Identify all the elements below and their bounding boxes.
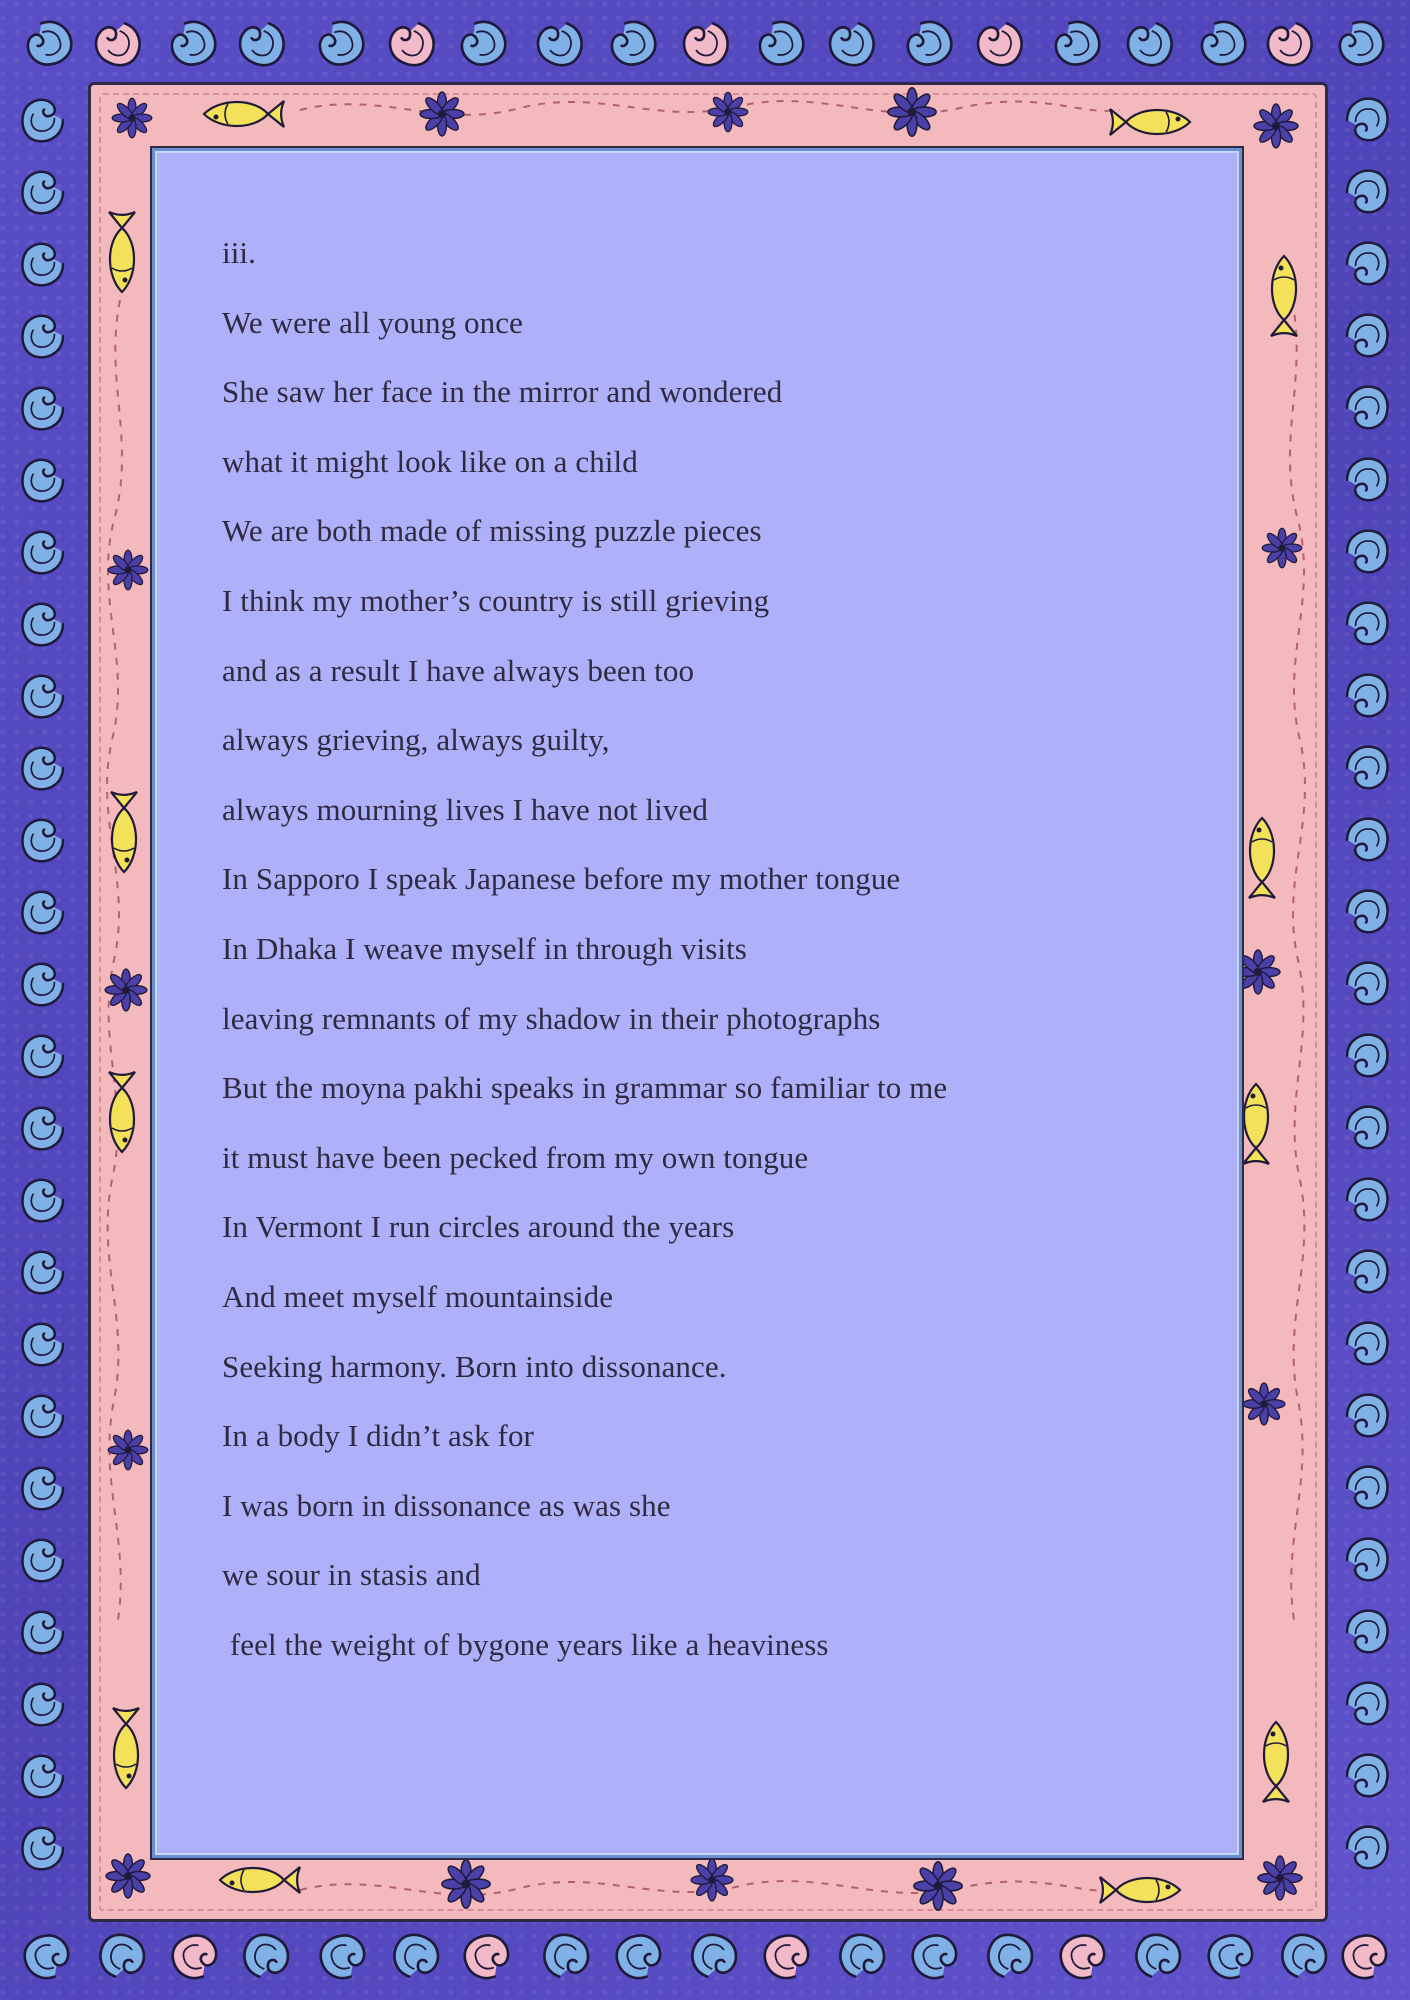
paisley-icon: [1262, 16, 1317, 71]
paisley-icon: [1347, 891, 1387, 933]
paisley-icon: [1347, 747, 1387, 789]
poem-line: we sour in stasis and: [222, 1557, 481, 1593]
paisley-icon: [22, 1540, 62, 1582]
paisley-icon: [686, 1929, 741, 1984]
paisley-icon: [165, 16, 220, 71]
poem-line: I was born in dissonance as was she: [222, 1487, 671, 1523]
poem-line: In a body I didn’t ask for: [222, 1418, 534, 1454]
poem-line: it must have been pecked from my own tongue: [222, 1139, 809, 1175]
paisley-icon: [1347, 675, 1387, 717]
poem-line: Seeking harmony. Born into dissonance.: [222, 1348, 727, 1384]
paisley-icon: [1347, 315, 1387, 357]
paisley-icon: [22, 532, 62, 574]
paisley-icon: [1337, 1930, 1392, 1985]
paisley-icon: [21, 16, 76, 71]
paisley-icon: [384, 16, 439, 71]
poem-line: We were all young once: [222, 304, 523, 340]
paisley-icon: [90, 16, 145, 71]
paisley-icon: [22, 604, 62, 646]
paisley-icon: [1347, 1107, 1387, 1149]
paisley-icon: [22, 316, 62, 358]
paisley-icon: [167, 1930, 222, 1985]
paisley-icon: [22, 100, 62, 142]
paisley-icon: [22, 1756, 62, 1798]
poem-line: leaving remnants of my shadow in their photographs: [222, 1000, 881, 1036]
poem-line: We are both made of missing puzzle pieces: [222, 513, 762, 549]
poem-line: feel the weight of bygone years like a heaviness: [222, 1626, 829, 1662]
paisley-icon: [22, 1180, 62, 1222]
paisley-icon: [982, 1929, 1037, 1984]
poem-line: always grieving, always guilty,: [222, 722, 610, 758]
poem-line: She saw her face in the mirror and wondered: [222, 374, 783, 410]
paisley-icon: [22, 1468, 62, 1510]
paisley-icon: [22, 676, 62, 718]
paisley-icon: [1347, 1035, 1387, 1077]
paisley-icon: [1347, 603, 1387, 645]
paisley-icon: [22, 820, 62, 862]
paisley-icon: [22, 388, 62, 430]
paisley-icon: [1276, 1929, 1331, 1984]
paisley-icon: [1347, 1827, 1387, 1869]
paisley-icon: [315, 1930, 370, 1985]
poem-line: and as a result I have always been too: [222, 652, 695, 688]
paisley-icon: [459, 1930, 514, 1985]
paisley-icon: [972, 16, 1027, 71]
section-marker: iii.: [222, 235, 256, 270]
paisley-icon: [1122, 16, 1177, 71]
paisley-icon: [22, 172, 62, 214]
poem-line: But the moyna pakhi speaks in grammar so familiar to me: [222, 1070, 948, 1106]
paisley-icon: [22, 1684, 62, 1726]
paisley-icon: [1347, 1611, 1387, 1653]
paisley-icon: [22, 1036, 62, 1078]
paisley-icon: [759, 1930, 814, 1985]
paisley-icon: [22, 1828, 62, 1870]
paisley-icon: [1347, 1683, 1387, 1725]
poem-line: In Sapporo I speak Japanese before my mother tongue: [222, 861, 901, 897]
paisley-icon: [1347, 459, 1387, 501]
paisley-icon: [234, 16, 289, 71]
poem-line: always mourning lives I have not lived: [222, 791, 708, 827]
paisley-icon: [538, 1929, 593, 1984]
paisley-icon: [678, 16, 733, 71]
paisley-icon: [753, 16, 808, 71]
paisley-icon: [611, 1930, 666, 1985]
paisley-icon: [1347, 1179, 1387, 1221]
paisley-icon: [1195, 16, 1250, 71]
paisley-icon: [1347, 171, 1387, 213]
paisley-icon: [22, 1324, 62, 1366]
paisley-icon: [1347, 819, 1387, 861]
paisley-icon: [824, 16, 879, 71]
paisley-icon: [388, 1929, 443, 1984]
paisley-icon: [22, 1396, 62, 1438]
paisley-icon: [22, 964, 62, 1006]
paisley-icon: [1130, 1929, 1185, 1984]
poem-line: In Dhaka I weave myself in through visits: [222, 930, 747, 966]
paisley-icon: [1347, 1251, 1387, 1293]
paisley-icon: [455, 16, 510, 71]
paisley-icon: [22, 892, 62, 934]
paisley-icon: [1347, 243, 1387, 285]
paisley-icon: [1333, 16, 1388, 71]
paisley-icon: [22, 244, 62, 286]
poem-line: And meet myself mountainside: [222, 1278, 614, 1314]
paisley-icon: [834, 1929, 889, 1984]
paisley-icon: [22, 1612, 62, 1654]
paisley-icon: [238, 1929, 293, 1984]
paisley-icon: [1347, 1755, 1387, 1797]
poem: [222, 218, 1222, 1679]
paisley-icon: [1055, 1930, 1110, 1985]
paisley-icon: [19, 1930, 74, 1985]
poem-line: In Vermont I run circles around the years: [222, 1209, 735, 1245]
paisley-icon: [1347, 1467, 1387, 1509]
paisley-icon: [907, 1930, 962, 1985]
paisley-icon: [605, 16, 660, 71]
paisley-icon: [901, 16, 956, 71]
paisley-icon: [1203, 1930, 1258, 1985]
paisley-icon: [22, 1108, 62, 1150]
paisley-icon: [1347, 387, 1387, 429]
paisley-icon: [1347, 531, 1387, 573]
paisley-icon: [22, 1252, 62, 1294]
paisley-icon: [1347, 99, 1387, 141]
poem-line: I think my mother’s country is still grieving: [222, 582, 770, 618]
paisley-icon: [532, 16, 587, 71]
paisley-icon: [313, 16, 368, 71]
paisley-icon: [1347, 1323, 1387, 1365]
paisley-icon: [1049, 16, 1104, 71]
paisley-icon: [1347, 1539, 1387, 1581]
paisley-icon: [94, 1929, 149, 1984]
poem-line: what it might look like on a child: [222, 443, 638, 479]
paisley-icon: [1347, 963, 1387, 1005]
paisley-icon: [22, 748, 62, 790]
paisley-icon: [1347, 1395, 1387, 1437]
paisley-icon: [22, 460, 62, 502]
